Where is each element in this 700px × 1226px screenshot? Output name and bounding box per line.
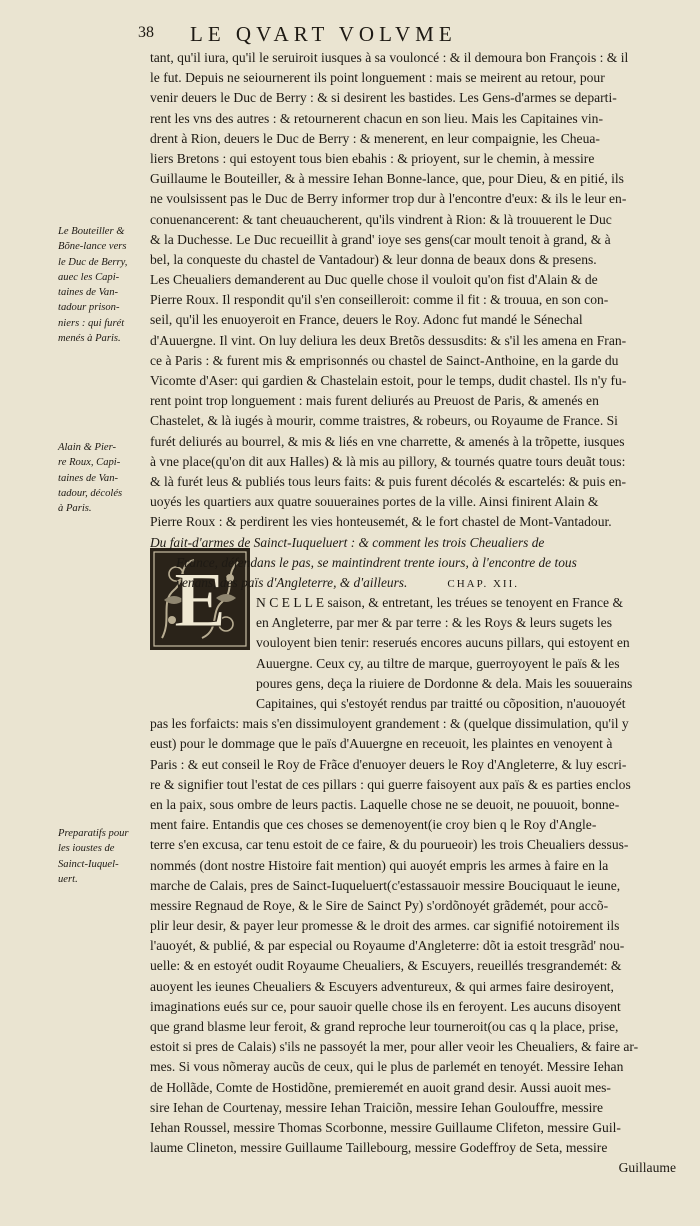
- text-line: poures gens, deça la riuiere de Dordonne & dela. Mais les souuerains: [256, 675, 633, 691]
- text-line: bel, la conqueste du chastel de Vantadour) & leur donna de beaux dons & presens.: [150, 251, 597, 267]
- sidenote-line: auec les Capi-: [58, 271, 120, 283]
- text-line: uoyés les quartiers aux quatre souueraines portes de la ville. Ainsi finirent Alain &: [150, 494, 599, 510]
- text-line: Vicomte d'Aser: qui gardien & Chastelain estoit, pour le temps, dudit chastel. Ils n'y fu-: [150, 373, 627, 388]
- text-line: rent les vns des autres : & retournerent chacun en son lieu. Mais les Capitaines vin-: [150, 110, 604, 126]
- text-line: messire Regnaud de Roye, & le Sire de Sainct Py) s'ordõnoyét grãdemét, pour accõ-: [150, 897, 609, 913]
- text-line: Paris : & eut conseil le Roy de Frãce d'enuoyer deuers le Roy d'Angleterre, & luy escri-: [150, 756, 627, 772]
- chapter-heading-line: Du fait-d'armes de Sainct-Iuqueluert : & comment les trois Cheualiers de: [150, 534, 545, 550]
- sidenote-2: [58, 440, 146, 516]
- text-line: l'auoyét, & publié, & par especial ou Royaume d'Angleterre: dõt ia estoit tresgrãd' nou-: [150, 938, 625, 954]
- text-line: marche de Calais, pres de Sainct-Iuqueluert(c'estassauoir messire Bouciquaut le ieune,: [150, 877, 621, 893]
- sidenote-line: niers : qui furét: [58, 317, 125, 329]
- text-line: Chastelet, & là iugés à mourir, comme traistres, & robeurs, ou Royaume de France. Si: [150, 413, 618, 429]
- chapter-heading-text: venans, des païs d'Angleterre, & d'ailleurs.: [176, 574, 408, 590]
- text-line: tant, qu'il iura, qu'il le seruiroit iusques à sa vouloncé : & il demoura bon François : & il: [150, 50, 629, 65]
- text-line: estoit si pres de Calais) s'ils ne passoyét la mer, pour aller veoir les Cheualiers, & faire ar-: [150, 1039, 639, 1055]
- text-line: de Hollãde, Comte de Hostidõne, premieremét en auoit grand desir. Aussi auoit mes-: [150, 1079, 611, 1095]
- sidenote-line: à Paris.: [58, 503, 92, 515]
- text-line: eust) pour le dommage que le païs d'Auuergne en receuoit, les plaintes en venoyent à: [150, 736, 613, 752]
- text-line: le fut. Depuis ne seiournerent ils point longuement : mais se meirent au retour, pour: [150, 70, 605, 86]
- text-line: N C E L L E saison, & entretant, les tréues se tenoyent en France &: [256, 595, 624, 611]
- sidenote-line: tadour, décolés: [58, 487, 123, 499]
- main-text-block: [150, 48, 680, 1179]
- text-line: nommés (dont nostre Histoire fait mention) qui auoyét empris les armes à faire en la: [150, 857, 609, 873]
- text-line: d'Auuergne. Il vint. On luy deliura les deux Bretõs dessusdits: & s'il les amena en Fran-: [150, 332, 627, 348]
- sidenote-3: [58, 826, 146, 887]
- sidenote-line: Alain & Pier-: [58, 442, 117, 453]
- sidenote-line: Sainct-Iuquel-: [58, 858, 119, 870]
- catchword: Guillaume: [618, 1160, 676, 1176]
- text-line: auoyent les ieunes Cheualiers & Escuyers adventureux, & qui armes faire desiroyent,: [150, 978, 614, 994]
- text-line: Pierre Roux : & perdirent les vies honteusemét, & le fort chastel de Mont-Vantadour.: [150, 514, 612, 530]
- sidenote-line: les ioustes de: [58, 843, 115, 855]
- sidenote-line: taines de Van-: [58, 472, 119, 484]
- text-line: laume Clineton, messire Guillaume Taillebourg, messire Godeffroy de Seta, messire: [150, 1140, 608, 1156]
- text-line: liers Bretons : qui estoyent tous bien ebahis : & prioyent, sur le chemin, à messire: [150, 150, 595, 166]
- text-line: rent point trop longuement : mais furent deliurés au Preuost de Paris, & amenés en: [150, 393, 599, 409]
- text-line: terre s'en excusa, car tenu estoit de ce faire, & du pourueoir) les trois Cheualiers dessus-: [150, 837, 629, 853]
- sidenote-line: tadour prison-: [58, 302, 120, 314]
- text-line: & la Duchesse. Le Duc recueillit à grand' ioye ses gens(car moult tenoit à grand, & à: [150, 231, 611, 247]
- sidenote-line: re Roux, Capi-: [58, 457, 121, 469]
- chapter-number: CHAP. XII.: [447, 577, 520, 590]
- text-line: uelle: & en estoyét oudit Royaume Cheualiers, & Escuyers, reueillés tresgrandemét: &: [150, 958, 622, 974]
- text-line: mes. Si vous nõmeray aucũs de ceux, qui le plus de parlemét en tenoyét. Messire Iehan: [150, 1059, 624, 1075]
- text-line: furét deliurés au bourrel, & mis & liés en vne charrette, & amenés à la trõpette, iusques: [150, 433, 625, 449]
- folio-number: 38: [138, 24, 154, 41]
- text-line: en Angleterre, par mer & par terre : & les Roys & leurs sugets les: [256, 615, 612, 631]
- text-line: ne voulsissent pas le Duc de Berry informer trop dur à l'encontre d'eux: & ils le leur en-: [150, 191, 627, 207]
- chapter-heading-line: France, défendans le pas, se maintindrent trente iours, à l'encontre de tous: [176, 554, 577, 570]
- text-line: drent à Rion, deuers le Duc de Berry : & menerent, en leur compaignie, les Cheua-: [150, 130, 600, 146]
- text-line: à vne place(qu'on dit aux Halles) & là mis au pillory, & tournés quatre tours deuãt tous:: [150, 453, 626, 469]
- text-line: Guillaume le Bouteiller, & à messire Iehan Bonne-lance, que, pour Dieu, & en pitié, ils: [150, 171, 624, 187]
- sidenote-line: menés à Paris.: [58, 333, 121, 345]
- text-line: imaginations eués sur ce, pour sauoir quelle chose ils en feroyent. Les aucuns disoyent: [150, 998, 621, 1014]
- text-line: Iehan Roussel, messire Thomas Scorbonne, messire Guillaume Clifeton, messire Guil-: [150, 1119, 621, 1135]
- text-line: Les Cheualiers demanderent au Duc quelle chose il vouloit qu'on fist d'Alain & de: [150, 272, 598, 288]
- text-line: seil, qu'il les enuoyeroit en France, deuers le Roy. Adonc fut mandé le Sénechal: [150, 312, 583, 328]
- text-line: Pierre Roux. Il respondit qu'il s'en conseilleroit: comme il fit : & trouua, en son con-: [150, 292, 609, 308]
- running-head: LE QVART VOLVME: [190, 22, 457, 46]
- sidenote-1: [58, 224, 146, 346]
- text-line: en la paix, sous ombre de leurs pactis. Laquelle chose ne se deuoit, ne pouuoit, bonne-: [150, 796, 620, 812]
- text-line: & là furét leus & publiés tous leurs faits: & puis furent décolés & escartelés: & puis en-: [150, 473, 627, 489]
- sidenote-line: Bõne-lance vers: [58, 241, 127, 253]
- page-header: [138, 22, 683, 48]
- sidenote-line: Le Bouteiller &: [58, 226, 125, 237]
- sidenote-line: taines de Van-: [58, 287, 119, 299]
- text-line: vouloyent bien tenir: reserués encores aucuns pillars, qui estoyent en: [256, 635, 630, 651]
- text-line: ment faire. Entandis que ces choses se demenoyent(ie croy bien q le Roy d'Angle-: [150, 817, 597, 833]
- text-line: re & signifier tout l'estat de ces pillars : qui guerre faisoyent aux païs & es parties enclos: [150, 776, 631, 792]
- sidenote-line: uert.: [58, 873, 78, 885]
- text-line: Auuergne. Ceux cy, au tiltre de marque, guerroyoyent le païs & les: [256, 655, 620, 671]
- text-line: conuenancerent: & tant cheuaucherent, qu'ils vindrent à Rion: & là trouuerent le Duc: [150, 211, 612, 227]
- drop-cap-letter: E: [173, 556, 227, 643]
- chapter-heading-line: [150, 573, 680, 593]
- text-line: pas les forfaicts: mais s'en dissimuloyent grandement : & (quelque dissimulation, qu'il y: [150, 716, 629, 732]
- text-line: plir leur desir, & payer leur promesse & le droit des armes. car signifié notoirement ils: [150, 918, 620, 934]
- text-line: venir deuers le Duc de Berry : & si desirent les bastides. Les Gens-d'armes se departi-: [150, 90, 617, 106]
- text-line: Capitaines, qui s'estoyét rendus par traitté ou cõposition, n'auouoyét: [256, 696, 626, 711]
- text-line: sire Iehan de Courtenay, messire Iehan Traiciõn, messire Iehan Goulouffre, messire: [150, 1099, 603, 1115]
- sidenote-line: Preparatifs pour: [58, 828, 129, 839]
- text-line: ce à Paris : & furent mis & emprisonnés ou chastel de Sainct-Anthoine, en la garde du: [150, 352, 619, 368]
- text-line: que grand blasme leur feroit, & grand reproche leur tourneroit(ou cas q la place, prise,: [150, 1019, 619, 1034]
- sidenote-line: le Duc de Berry,: [58, 256, 128, 268]
